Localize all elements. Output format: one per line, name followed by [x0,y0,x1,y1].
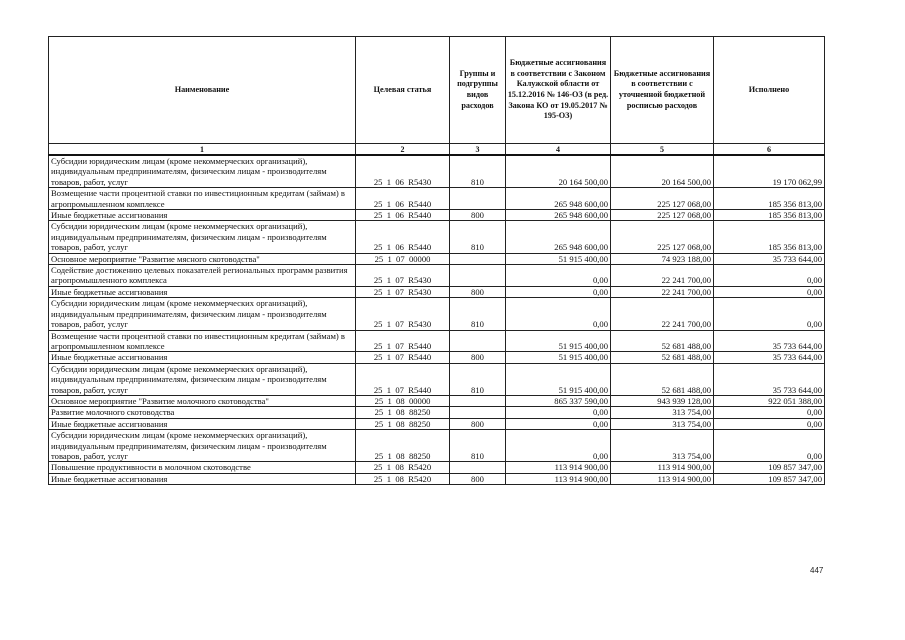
row-name: Субсидии юридическим лицам (кроме некоммерческих организаций), индивидуальным предпринимателям, физическим лицам - производителям товаров, работ, услуг [49,363,356,395]
table-row [49,418,825,429]
row-expense-group: 800 [450,286,506,297]
row-revised-allocation: 52 681 488,00 [611,352,714,363]
row-target-article: 25 1 07 00000 [356,253,450,264]
row-expense-group: 810 [450,155,506,188]
row-executed: 109 857 347,00 [714,473,825,484]
table-header [49,37,825,156]
row-target-article: 25 1 08 88250 [356,418,450,429]
row-law-allocation: 265 948 600,00 [506,188,611,210]
table-row [49,298,825,330]
row-law-allocation: 0,00 [506,265,611,287]
row-expense-group [450,462,506,473]
table-row [49,253,825,264]
table-row [49,188,825,210]
row-name: Субсидии юридическим лицам (кроме некоммерческих организаций), индивидуальным предпринимателям, физическим лицам - производителям товаров, работ, услуг [49,298,356,330]
row-revised-allocation: 313 754,00 [611,418,714,429]
row-revised-allocation: 22 241 700,00 [611,298,714,330]
row-law-allocation: 0,00 [506,286,611,297]
header-row [49,37,825,144]
header-revised-allocations: Бюджетные ассигнования в соответствии с уточненной бюджетной росписью расходов [611,37,714,144]
page-number: 447 [810,566,824,575]
row-revised-allocation: 22 241 700,00 [611,286,714,297]
row-target-article: 25 1 07 R5430 [356,298,450,330]
row-expense-group: 800 [450,352,506,363]
row-executed: 0,00 [714,418,825,429]
table-row [49,473,825,484]
table-row [49,462,825,473]
row-target-article: 25 1 07 R5430 [356,265,450,287]
row-expense-group: 810 [450,298,506,330]
row-expense-group [450,395,506,406]
row-target-article: 25 1 08 88250 [356,430,450,462]
row-law-allocation: 51 915 400,00 [506,352,611,363]
row-expense-group: 810 [450,221,506,253]
table-row [49,352,825,363]
row-law-allocation: 265 948 600,00 [506,221,611,253]
row-expense-group: 800 [450,210,506,221]
row-revised-allocation: 74 923 188,00 [611,253,714,264]
column-number: 6 [714,144,825,156]
row-law-allocation: 0,00 [506,430,611,462]
row-target-article: 25 1 08 R5420 [356,473,450,484]
row-target-article: 25 1 06 R5440 [356,188,450,210]
row-name: Возмещение части процентной ставки по инвестиционным кредитам (займам) в агропромышленном комплексе [49,330,356,352]
row-name: Иные бюджетные ассигнования [49,210,356,221]
table-row [49,363,825,395]
row-law-allocation: 0,00 [506,407,611,418]
row-name: Иные бюджетные ассигнования [49,473,356,484]
row-law-allocation: 265 948 600,00 [506,210,611,221]
table-row [49,210,825,221]
row-executed: 922 051 388,00 [714,395,825,406]
row-executed: 0,00 [714,265,825,287]
row-name: Развитие молочного скотоводства [49,407,356,418]
row-revised-allocation: 113 914 900,00 [611,473,714,484]
row-executed: 0,00 [714,430,825,462]
column-number: 5 [611,144,714,156]
row-expense-group: 810 [450,363,506,395]
header-expense-groups: Группы и подгруппы видов расходов [450,37,506,144]
row-name: Иные бюджетные ассигнования [49,418,356,429]
row-expense-group [450,407,506,418]
row-revised-allocation: 52 681 488,00 [611,330,714,352]
row-name: Иные бюджетные ассигнования [49,352,356,363]
column-number: 2 [356,144,450,156]
row-law-allocation: 51 915 400,00 [506,330,611,352]
row-law-allocation: 20 164 500,00 [506,155,611,188]
row-revised-allocation: 225 127 068,00 [611,210,714,221]
row-target-article: 25 1 06 R5440 [356,221,450,253]
row-executed: 185 356 813,00 [714,210,825,221]
row-law-allocation: 113 914 900,00 [506,473,611,484]
row-executed: 35 733 644,00 [714,352,825,363]
table-row [49,430,825,462]
row-name: Иные бюджетные ассигнования [49,286,356,297]
header-name: Наименование [49,37,356,144]
table-row [49,265,825,287]
row-target-article: 25 1 07 R5440 [356,363,450,395]
row-revised-allocation: 22 241 700,00 [611,265,714,287]
budget-table [48,36,825,485]
table-body [49,155,825,485]
row-law-allocation: 113 914 900,00 [506,462,611,473]
row-expense-group [450,265,506,287]
row-expense-group: 800 [450,473,506,484]
table-row [49,286,825,297]
row-name: Содействие достижению целевых показателей региональных программ развития агропромышленного комплекса [49,265,356,287]
row-name: Субсидии юридическим лицам (кроме некоммерческих организаций), индивидуальным предпринимателям, физическим лицам - производителям товаров, работ, услуг [49,221,356,253]
column-number-row [49,144,825,156]
row-revised-allocation: 943 939 128,00 [611,395,714,406]
row-name: Субсидии юридическим лицам (кроме некоммерческих организаций), индивидуальным предпринимателям, физическим лицам - производителям товаров, работ, услуг [49,155,356,188]
row-revised-allocation: 313 754,00 [611,407,714,418]
row-name: Возмещение части процентной ставки по инвестиционным кредитам (займам) в агропромышленном комплексе [49,188,356,210]
table-row [49,330,825,352]
row-revised-allocation: 113 914 900,00 [611,462,714,473]
column-number: 4 [506,144,611,156]
row-target-article: 25 1 08 88250 [356,407,450,418]
row-revised-allocation: 20 164 500,00 [611,155,714,188]
row-expense-group [450,188,506,210]
row-law-allocation: 865 337 590,00 [506,395,611,406]
row-target-article: 25 1 07 R5440 [356,352,450,363]
table-row [49,395,825,406]
row-revised-allocation: 52 681 488,00 [611,363,714,395]
table-row [49,155,825,188]
row-name: Основное мероприятие "Развитие мясного скотоводства" [49,253,356,264]
row-target-article: 25 1 06 R5440 [356,210,450,221]
row-executed: 0,00 [714,407,825,418]
row-revised-allocation: 225 127 068,00 [611,221,714,253]
row-law-allocation: 0,00 [506,418,611,429]
row-expense-group [450,330,506,352]
header-target-article: Целевая статья [356,37,450,144]
column-number: 3 [450,144,506,156]
row-executed: 109 857 347,00 [714,462,825,473]
row-target-article: 25 1 07 R5440 [356,330,450,352]
row-expense-group: 810 [450,430,506,462]
row-expense-group: 800 [450,418,506,429]
row-executed: 185 356 813,00 [714,188,825,210]
row-revised-allocation: 225 127 068,00 [611,188,714,210]
row-executed: 185 356 813,00 [714,221,825,253]
row-executed: 0,00 [714,286,825,297]
row-law-allocation: 0,00 [506,298,611,330]
row-expense-group [450,253,506,264]
row-name: Основное мероприятие "Развитие молочного скотоводства" [49,395,356,406]
row-executed: 35 733 644,00 [714,363,825,395]
table-row [49,407,825,418]
row-law-allocation: 51 915 400,00 [506,363,611,395]
header-law-allocations: Бюджетные ассигнования в соответствии с Законом Калужской области от 15.12.2016 № 146-ОЗ (в ред. Закона КО от 19.05.2017 № 195-ОЗ) [506,37,611,144]
row-executed: 35 733 644,00 [714,253,825,264]
row-executed: 19 170 062,99 [714,155,825,188]
header-executed: Исполнено [714,37,825,144]
row-target-article: 25 1 07 R5430 [356,286,450,297]
row-name: Субсидии юридическим лицам (кроме некоммерческих организаций), индивидуальным предпринимателям, физическим лицам - производителям товаров, работ, услуг [49,430,356,462]
row-executed: 0,00 [714,298,825,330]
row-target-article: 25 1 06 R5430 [356,155,450,188]
row-executed: 35 733 644,00 [714,330,825,352]
row-target-article: 25 1 08 R5420 [356,462,450,473]
row-revised-allocation: 313 754,00 [611,430,714,462]
row-name: Повышение продуктивности в молочном скотоводстве [49,462,356,473]
column-number: 1 [49,144,356,156]
row-target-article: 25 1 08 00000 [356,395,450,406]
row-law-allocation: 51 915 400,00 [506,253,611,264]
table-row [49,221,825,253]
